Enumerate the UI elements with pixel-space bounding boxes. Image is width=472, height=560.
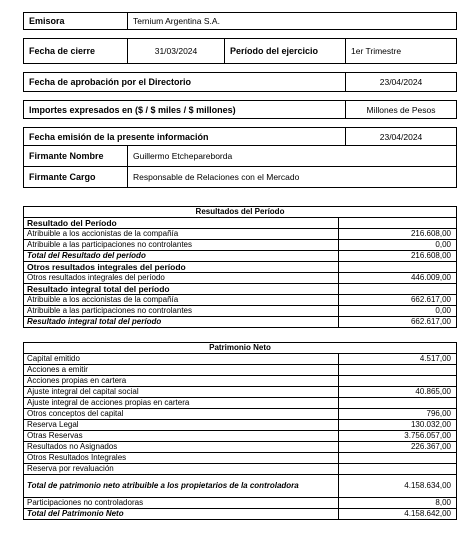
row-label: Otros Resultados Integrales xyxy=(24,453,339,464)
row-value: 662.617,00 xyxy=(339,317,457,328)
row-value: 226.367,00 xyxy=(339,442,457,453)
table-row xyxy=(24,273,457,284)
fecha-cierre-row xyxy=(24,39,457,64)
importes-label: Importes expresados en ($ / $ miles / $ millones) xyxy=(24,101,346,119)
fecha-emision-value: 23/04/2024 xyxy=(346,128,457,146)
row-label: Total del Patrimonio Neto xyxy=(24,509,339,520)
patrimonio-table xyxy=(23,342,457,520)
fecha-aprobacion-value: 23/04/2024 xyxy=(346,73,457,92)
row-value: 0,00 xyxy=(339,306,457,317)
row-value: 216.608,00 xyxy=(339,251,457,262)
table-row xyxy=(24,284,457,295)
table-row xyxy=(24,376,457,387)
row-label: Acciones a emitir xyxy=(24,365,339,376)
table-row xyxy=(24,453,457,464)
table-row xyxy=(24,431,457,442)
row-value xyxy=(339,365,457,376)
emisora-row xyxy=(24,13,457,30)
row-label: Resultados no Asignados xyxy=(24,442,339,453)
row-value: 662.617,00 xyxy=(339,295,457,306)
table-row xyxy=(24,218,457,229)
table-row xyxy=(24,354,457,365)
fecha-emision-label: Fecha emisión de la presente información xyxy=(24,128,346,146)
row-value: 130.032,00 xyxy=(339,420,457,431)
firmante-cargo-row xyxy=(24,167,457,188)
row-value xyxy=(339,398,457,409)
table-row xyxy=(24,509,457,520)
firmante-cargo-value: Responsable de Relaciones con el Mercado xyxy=(128,167,457,188)
table-row xyxy=(24,240,457,251)
row-value: 0,00 xyxy=(339,240,457,251)
row-value xyxy=(339,376,457,387)
row-label: Otros resultados integrales del período xyxy=(24,273,339,284)
row-value: 40.865,00 xyxy=(339,387,457,398)
table-row xyxy=(24,387,457,398)
row-label: Atribuible a las participaciones no controlantes xyxy=(24,240,339,251)
row-value xyxy=(339,464,457,475)
periodo-label: Período del ejercicio xyxy=(225,39,346,64)
table-row xyxy=(24,317,457,328)
row-value: 446.009,00 xyxy=(339,273,457,284)
resultados-body xyxy=(24,218,457,328)
row-value: 3.756.057,00 xyxy=(339,431,457,442)
row-value: 4.517,00 xyxy=(339,354,457,365)
table-row xyxy=(24,251,457,262)
row-label: Total de patrimonio neto atribuible a los propietarios de la controladora xyxy=(24,475,339,498)
row-label: Total del Resultado del período xyxy=(24,251,339,262)
row-label: Capital emitido xyxy=(24,354,339,365)
row-value xyxy=(339,453,457,464)
fecha-cierre-label: Fecha de cierre xyxy=(24,39,128,64)
row-label: Resultado del Período xyxy=(24,218,339,229)
row-value xyxy=(339,284,457,295)
firmante-nombre-value: Guillermo Etchepareborda xyxy=(128,146,457,167)
table-row xyxy=(24,498,457,509)
row-value: 4.158.642,00 xyxy=(339,509,457,520)
table-row xyxy=(24,295,457,306)
firmante-nombre-row xyxy=(24,146,457,167)
resultados-table xyxy=(23,206,457,328)
emisora-label: Emisora xyxy=(24,13,128,30)
row-value: 4.158.634,00 xyxy=(339,475,457,498)
table-row xyxy=(24,398,457,409)
row-value: 216.608,00 xyxy=(339,229,457,240)
row-label: Otros resultados integrales del período xyxy=(24,262,339,273)
periodo-value: 1er Trimestre xyxy=(346,39,457,64)
table-row xyxy=(24,420,457,431)
fecha-aprobacion-label: Fecha de aprobación por el Directorio xyxy=(24,73,346,92)
row-label: Otros conceptos del capital xyxy=(24,409,339,420)
row-value xyxy=(339,218,457,229)
table-row xyxy=(24,306,457,317)
table-row xyxy=(24,365,457,376)
table-row xyxy=(24,229,457,240)
resultados-title: Resultados del Período xyxy=(24,207,457,218)
row-value xyxy=(339,262,457,273)
row-label: Otras Reservas xyxy=(24,431,339,442)
fecha-cierre-value: 31/03/2024 xyxy=(128,39,225,64)
row-label: Ajuste integral del capital social xyxy=(24,387,339,398)
row-label: Atribuible a las participaciones no controlantes xyxy=(24,306,339,317)
emisora-value: Ternium Argentina S.A. xyxy=(128,13,457,30)
table-row xyxy=(24,464,457,475)
patrimonio-body xyxy=(24,354,457,520)
table-row xyxy=(24,442,457,453)
row-label: Reserva por revaluación xyxy=(24,464,339,475)
table-row xyxy=(24,262,457,273)
row-label: Reserva Legal xyxy=(24,420,339,431)
row-label: Participaciones no controladoras xyxy=(24,498,339,509)
table-row xyxy=(24,475,457,498)
document xyxy=(23,12,456,520)
firmante-nombre-label: Firmante Nombre xyxy=(24,146,128,167)
row-label: Acciones propias en cartera xyxy=(24,376,339,387)
fecha-aprobacion-row xyxy=(24,73,457,92)
table-row xyxy=(24,409,457,420)
fecha-emision-row xyxy=(24,128,457,146)
gap-row xyxy=(24,30,457,39)
row-label: Resultado integral total del período xyxy=(24,284,339,295)
row-label: Atribuible a los accionistas de la compañía xyxy=(24,229,339,240)
firmante-cargo-label: Firmante Cargo xyxy=(24,167,128,188)
importes-value: Millones de Pesos xyxy=(346,101,457,119)
importes-row xyxy=(24,101,457,119)
row-label: Resultado integral total del período xyxy=(24,317,339,328)
row-value: 8,00 xyxy=(339,498,457,509)
header-table xyxy=(23,12,457,188)
patrimonio-title: Patrimonio Neto xyxy=(24,343,457,354)
row-label: Atribuible a los accionistas de la compañía xyxy=(24,295,339,306)
row-value: 796,00 xyxy=(339,409,457,420)
row-label: Ajuste integral de acciones propias en cartera xyxy=(24,398,339,409)
